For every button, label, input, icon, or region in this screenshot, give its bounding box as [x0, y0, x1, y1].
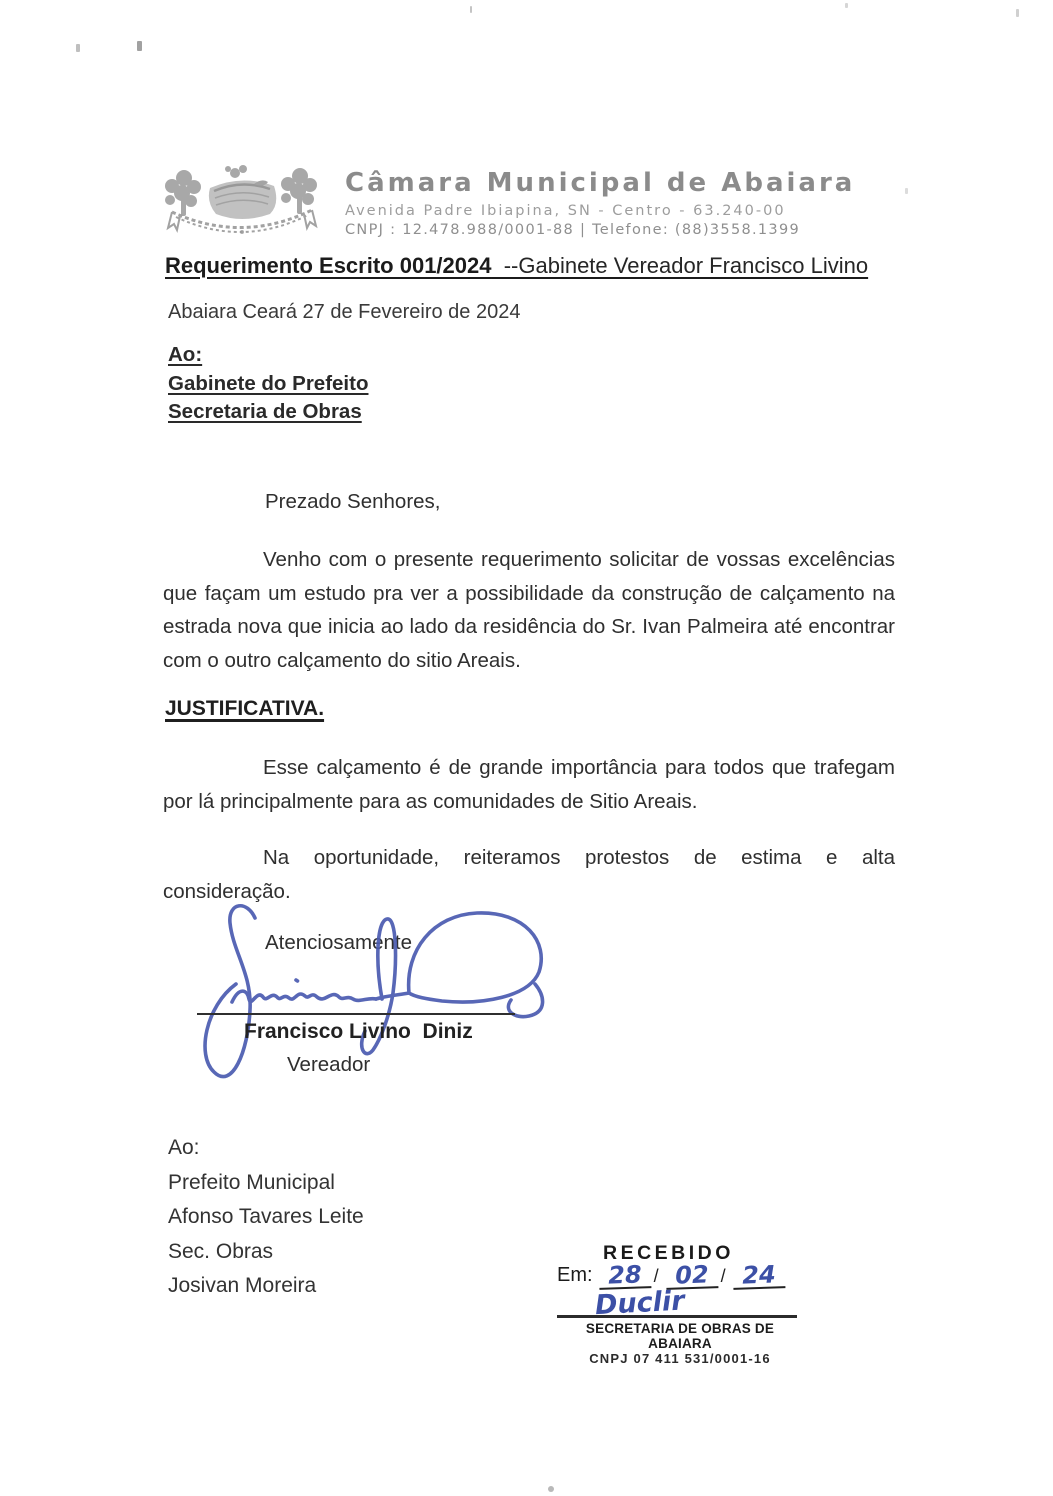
footer-recipient-line: Sec. Obras — [168, 1239, 274, 1263]
scan-speck — [76, 44, 80, 52]
org-contact: CNPJ : 12.478.988/0001-88 | Telefone: (88)3558.1399 — [345, 222, 801, 238]
salutation: Prezado Senhores, — [265, 490, 441, 513]
footer-recipient-line: Josivan Moreira — [168, 1274, 317, 1297]
letterhead — [345, 168, 855, 238]
scan-speck — [1016, 9, 1019, 17]
document-title-number: Requerimento Escrito 001/2024 — [165, 253, 492, 278]
body-paragraph-request: Venho com o presente requerimento solicitar de vossas excelências que façam um estudo pra ver a possibilidade da construção de calçamento na estrada nova que inicia ao lado da residência do Sr. Ivan Palmeira até encontrar com o outro calçamento do sitio Areais. — [163, 548, 895, 672]
stamp-cnpj-line: CNPJ 07 411 531/0001-16 — [589, 1351, 771, 1366]
body-paragraph-justification: Esse calçamento é de grande importância para todos que trafegam por lá principalmente para as comunidades de Sitio Areais. — [163, 756, 895, 813]
signature-rule — [197, 1013, 515, 1015]
abaiara-coat-of-arms-icon — [158, 160, 343, 246]
body-paragraph-closing: Na oportunidade, reiteramos protestos de estima e alta consideração. — [163, 846, 895, 903]
stamp-handwritten-month: 02 — [665, 1262, 718, 1290]
document-title-office: --Gabinete Vereador Francisco Livino — [491, 253, 869, 278]
recipient-line: Ao: — [168, 343, 203, 366]
footer-recipient-line: Prefeito Municipal — [168, 1170, 335, 1194]
scan-speck — [470, 6, 472, 13]
justification-heading: JUSTIFICATIVA. — [165, 697, 325, 720]
stamp-org-line: SECRETARIA DE OBRAS DE ABAIARA — [585, 1321, 775, 1351]
scan-speck — [905, 188, 908, 194]
footer-recipient-line: Ao: — [168, 1136, 200, 1159]
org-name: Câmara Municipal de Abaiara — [345, 168, 856, 198]
stamp-handwritten-day: 28 — [598, 1262, 651, 1290]
scan-speck — [137, 41, 142, 51]
dateline: Abaiara Ceará 27 de Fevereiro de 2024 — [168, 301, 521, 323]
received-stamp — [557, 1242, 803, 1366]
handwritten-signature-icon — [176, 900, 566, 1110]
signer-name: Francisco Livino Diniz — [244, 1020, 473, 1043]
stamp-em-label: Em: — [557, 1264, 593, 1286]
closing-word: Atenciosamente — [265, 931, 413, 954]
footer-recipient-line: Afonso Tavares Leite — [168, 1205, 364, 1228]
stamp-date-separator: / — [720, 1266, 726, 1286]
stamp-handwritten-signature: Duclir — [594, 1285, 686, 1322]
signer-role: Vereador — [287, 1053, 371, 1076]
scan-speck — [548, 1486, 554, 1492]
recipient-line: Gabinete do Prefeito — [168, 371, 369, 395]
scan-speck — [845, 3, 848, 8]
org-address: Avenida Padre Ibiapina, SN - Centro - 63.240-00 — [345, 203, 786, 219]
document-title — [165, 253, 868, 279]
recipient-block — [168, 341, 368, 427]
stamp-title: RECEBIDO — [603, 1242, 734, 1264]
recipient-line: Secretaria de Obras — [168, 400, 362, 423]
stamp-date-separator: / — [653, 1266, 659, 1286]
footer-recipient-block — [168, 1131, 364, 1304]
stamp-handwritten-year: 24 — [732, 1262, 785, 1290]
